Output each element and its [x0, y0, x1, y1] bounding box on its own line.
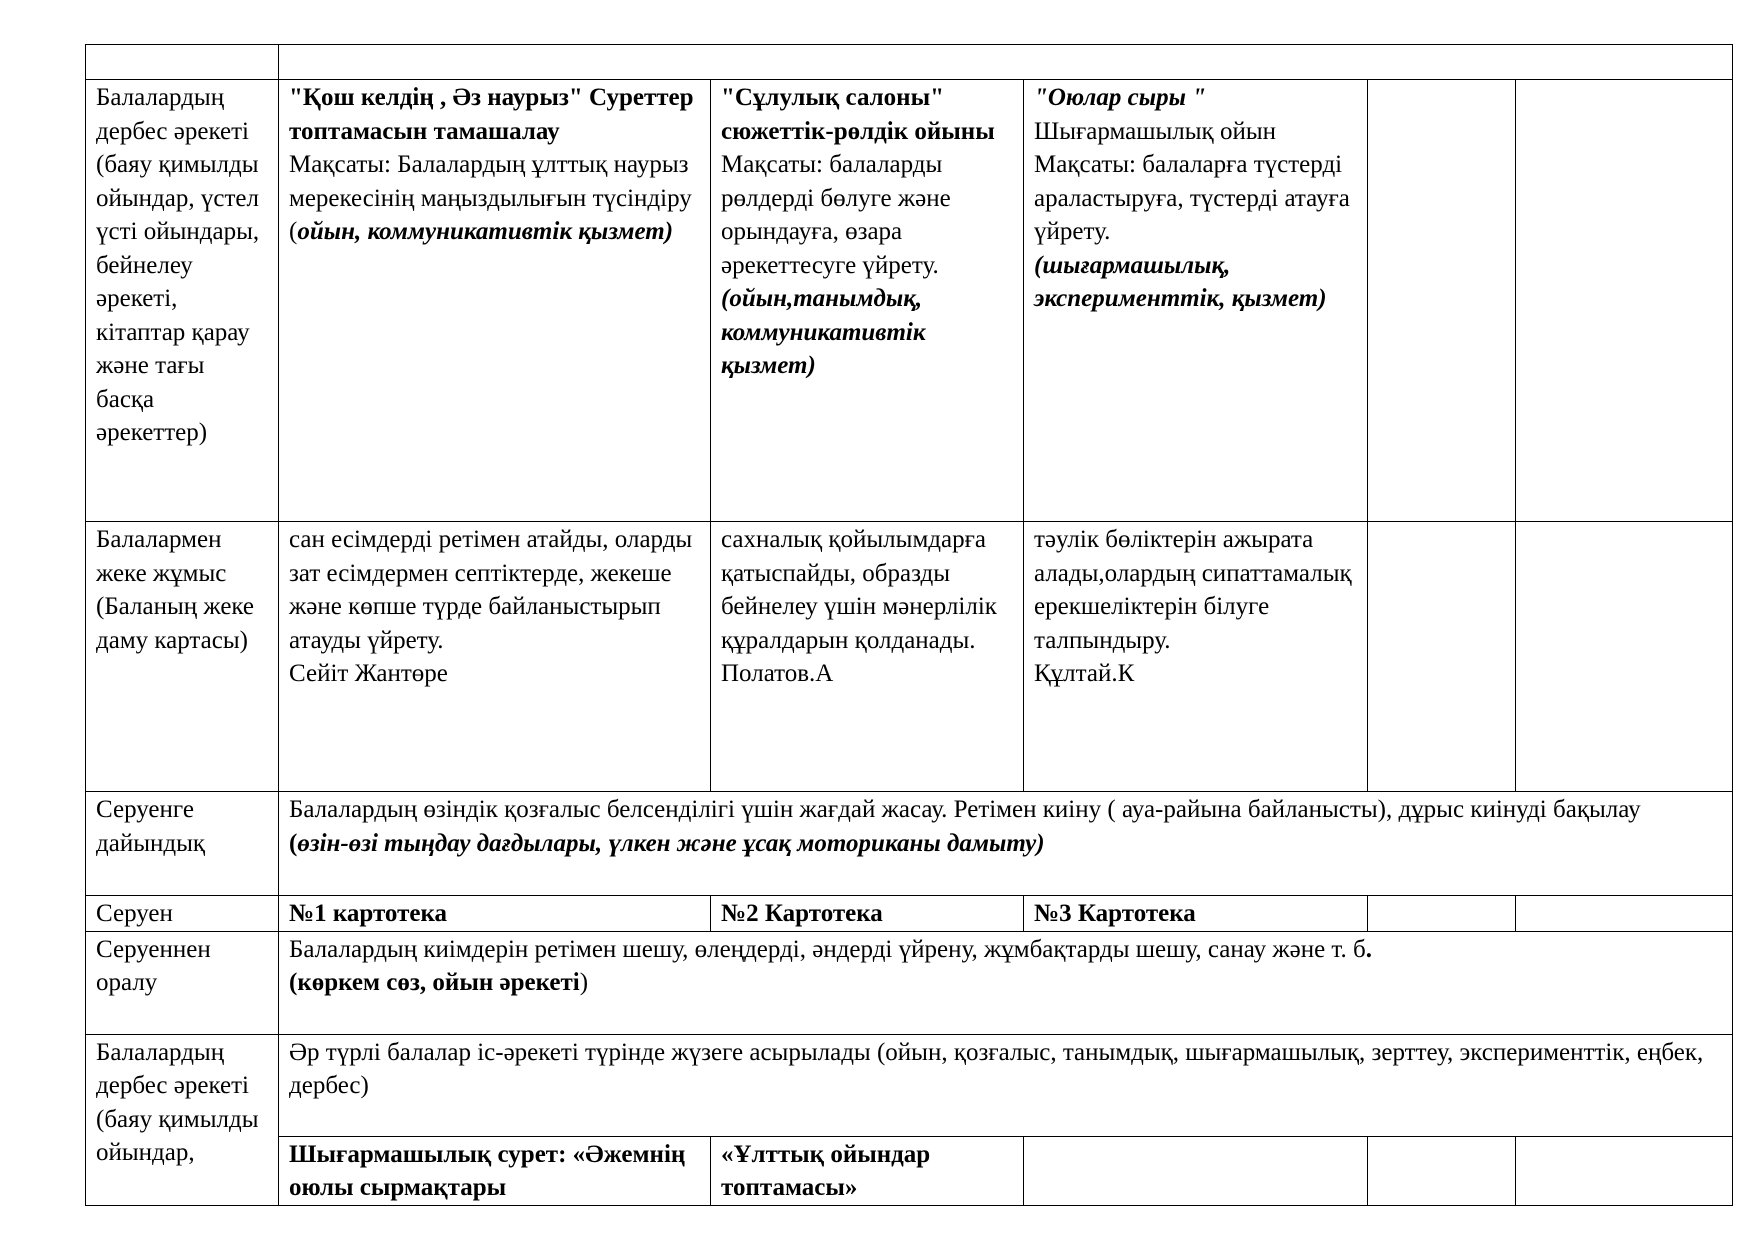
header-content-cell: [279, 45, 1733, 80]
creative-drawing-cell: Шығармашылық сурет: «Әжемнің оюлы сырмақтары: [279, 1136, 711, 1205]
table-row-walk-prep: [86, 792, 1733, 896]
row-label: Балалардың дербес әрекеті (баяу қимылды ойындар, үстел үсті ойындары, бейнелеу әрекеті, кітаптар қарау және тағы басқа әрекеттер): [86, 80, 279, 522]
walk-prep-text: Балалардың өзіндік қозғалыс белсенділігі үшін жағдай жасау. Ретімен киіну ( ауа-райына байланысты), дұрыс киінуді бақылау: [289, 796, 1641, 823]
child-name: Сейіт Жантөре: [289, 660, 448, 687]
empty-cell: [1368, 522, 1516, 792]
table-row-individual-work: [86, 522, 1733, 792]
row-label: Серуен: [86, 896, 279, 932]
empty-cell: [1516, 522, 1733, 792]
individual-cell-1: [279, 522, 711, 792]
activity-title: "Қош келдің , Әз наурыз" Суреттер топтамасын тамашалау: [289, 84, 694, 145]
paren: (: [289, 829, 298, 857]
daily-plan-table: [85, 44, 1733, 1206]
individual-cell-3: [1024, 522, 1368, 792]
activity-cell-2: [711, 80, 1024, 522]
walk-return-activity: (көркем сөз, ойын әрекеті: [289, 969, 580, 996]
row-label: Балалармен жеке жұмыс (Баланың жеке даму картасы): [86, 522, 279, 792]
table-row-walk-return: [86, 931, 1733, 1034]
activity-goal: Мақсаты: балаларды рөлдерді бөлуге және орындауға, өзара әрекеттесуге үйрету.: [721, 151, 951, 279]
table-row-header: [86, 45, 1733, 80]
table-row-walk: [86, 896, 1733, 932]
walk-return-cell: [279, 931, 1733, 1034]
paren: ): [579, 969, 589, 996]
activity-cell-3: [1024, 80, 1368, 522]
child-name: Полатов.А: [721, 660, 834, 687]
empty-cell: [1368, 896, 1516, 932]
walk-card-2: №2 Картотека: [711, 896, 1024, 932]
activity-type: [289, 215, 700, 249]
table-row-independent-activity-2: [86, 1034, 1733, 1136]
individual-cell-2: [711, 522, 1024, 792]
activity-type: (ойын,танымдық, коммуникативтік қызмет): [721, 285, 926, 379]
walk-return-activity-line: [289, 966, 1722, 1000]
empty-cell: [1516, 1136, 1733, 1205]
activity-cell-1: [279, 80, 711, 522]
activity-goal: Мақсаты: балаларға түстерді араластыруға, түстерді атауға үйрету.: [1034, 151, 1350, 245]
walk-prep-activity-text: өзін-өзі тыңдау дағдылары, үлкен және ұсақ моториканы дамыту): [297, 829, 1045, 857]
activity-subtitle: Шығармашылық ойын: [1034, 117, 1277, 145]
activity-goal: Мақсаты: Балалардың ұлттық наурыз мерекесінің маңыздылығын түсіндіру: [289, 151, 692, 212]
individual-text: сахналық қойылымдарға қатыспайды, образды бейнелеу үшін мәнерлілік құралдарын қолданады.: [721, 526, 997, 654]
row-label: Серуенге дайындық: [86, 792, 279, 896]
walk-return-text-line: [289, 933, 1722, 967]
walk-prep-activity: [289, 827, 1722, 861]
empty-cell: [1516, 80, 1733, 522]
walk-prep-cell: [279, 792, 1733, 896]
individual-text: сан есімдерді ретімен атайды, оларды зат есімдермен септіктерде, жекеше және көпше түрде байланыстырып атауды үйрету.: [289, 526, 693, 654]
activity-type: (шығармашылық, эксперименттік, қызмет): [1034, 251, 1327, 312]
activity-title: "Сұлулық салоны" сюжеттік-рөлдік ойыны: [721, 84, 995, 145]
individual-text: тәулік бөліктерін ажырата алады,олардың сипаттамалық ерекшеліктерін білуге талпындыру.: [1034, 526, 1352, 654]
activity-title: "Оюлар сыры ": [1034, 84, 1207, 111]
walk-card-3: №3 Картотека: [1024, 896, 1368, 932]
row-label: Серуеннен оралу: [86, 931, 279, 1034]
general-activity-cell: Әр түрлі балалар іс-әрекеті түрінде жүзеге асырылады (ойын, қозғалыс, танымдық, шығармашылық, зерттеу, эксперименттік, еңбек, дербес): [279, 1034, 1733, 1136]
header-label-cell: [86, 45, 279, 80]
table-row-independent-activity-2-details: [86, 1136, 1733, 1205]
empty-cell: [1516, 896, 1733, 932]
period: .: [1365, 935, 1372, 963]
row-label: Балалардың дербес әрекеті (баяу қимылды ойындар,: [86, 1034, 279, 1205]
empty-cell: [1368, 1136, 1516, 1205]
walk-return-text: Балалардың киімдерін ретімен шешу, өлеңдерді, әндерді үйрену, жұмбақтарды шешу, санау және т. б: [289, 935, 1366, 963]
child-name: Құлтай.К: [1034, 660, 1135, 687]
national-games-cell: «Ұлттық ойындар топтамасы»: [711, 1136, 1024, 1205]
empty-cell: [1368, 80, 1516, 522]
empty-cell: [1024, 1136, 1368, 1205]
activity-type-text: ойын, коммуникативтік қызмет): [297, 218, 674, 245]
walk-card-1: №1 картотека: [279, 896, 711, 932]
paren: (: [289, 218, 298, 245]
table-row-independent-activity: [86, 80, 1733, 522]
